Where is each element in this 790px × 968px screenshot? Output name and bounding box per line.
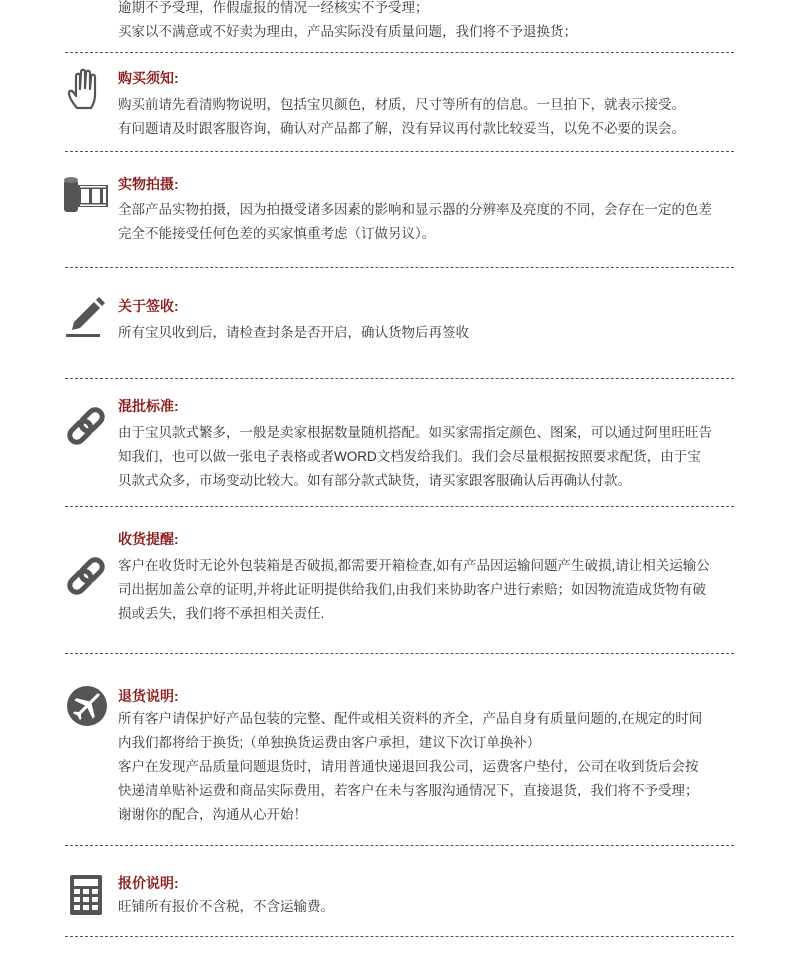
separator bbox=[65, 151, 734, 152]
section-line: 贝款式众多，市场变动比较大。如有部分款式缺货，请买家跟客服确认后再确认付款。 bbox=[118, 473, 631, 488]
section-line: 客户在发现产品质量问题退货时，请用普通快递退回我公司，运费客户垫付，公司在收到货后会按 bbox=[118, 759, 699, 774]
section-line: 损或丢失，我们将不承担相关责任. bbox=[118, 606, 325, 621]
airplane-icon bbox=[63, 682, 111, 730]
section-title-purchase-notice: 购买须知: bbox=[118, 70, 179, 86]
section-title-mixed-batch: 混批标准: bbox=[118, 398, 179, 414]
section-title-real-photo: 实物拍摄: bbox=[118, 176, 179, 192]
section-line: 完全不能接受任何色差的买家慎重考虑（订做另议）。 bbox=[118, 226, 436, 241]
section-line: 内我们都将给于换货;（单独换货运费由客户承担，建议下次订单换补） bbox=[118, 735, 541, 750]
section-line: 有问题请及时跟客服咨询，确认对产品都了解，没有异议再付款比较妥当，以免不必要的误会。 bbox=[118, 121, 685, 136]
section-line: 所有宝贝收到后，请检查封条是否开启，确认货物后再签收 bbox=[118, 325, 469, 340]
calculator-icon bbox=[62, 872, 110, 920]
section-line: 知我们，也可以做一张电子表格或者WORD文档发给我们。我们会尽量根据按照要求配货，由于宝 bbox=[118, 449, 701, 464]
pencil-icon bbox=[62, 294, 110, 342]
section-line: 司出据加盖公章的证明,并将此证明提供给我们,由我们来协助客户进行索赔；如因物流造成货物有破 bbox=[118, 582, 707, 597]
section-line: 所有客户请保护好产品包装的完整、配件或相关资料的齐全，产品自身有质量问题的,在规定的时间 bbox=[118, 711, 703, 726]
top-text-line-1: 逾期不予受理，作假虚报的情况一经核实不予受理； bbox=[118, 0, 429, 15]
section-line: 旺铺所有报价不含税，不含运输费。 bbox=[118, 899, 334, 914]
top-text-line-2: 买家以不满意或不好卖为理由，产品实际没有质量问题，我们将不予退换货； bbox=[118, 24, 577, 39]
section-line: 谢谢你的配合，沟通从心开始！ bbox=[118, 807, 307, 822]
separator bbox=[65, 378, 734, 379]
section-line: 客户在收货时无论外包装箱是否破损,都需要开箱检查,如有产品因运输问题产生破损,请让相关运输公 bbox=[118, 558, 710, 573]
chain-link-icon bbox=[62, 552, 110, 600]
section-line: 由于宝贝款式繁多，一般是卖家根据数量随机搭配。如买家需指定颜色、图案，可以通过阿里旺旺告 bbox=[118, 425, 712, 440]
separator bbox=[65, 653, 734, 654]
section-title-sign-for: 关于签收: bbox=[118, 298, 179, 314]
section-line: 购买前请先看清购物说明，包括宝贝颜色，材质，尺寸等所有的信息。一旦拍下，就表示接受。 bbox=[118, 97, 685, 112]
separator bbox=[65, 267, 734, 268]
separator bbox=[65, 936, 734, 937]
section-line: 快递清单贴补运费和商品实际费用，若客户在未与客服沟通情况下，直接退货，我们将不予受理； bbox=[118, 783, 699, 798]
separator bbox=[65, 845, 734, 846]
section-title-return-policy: 退货说明: bbox=[118, 688, 179, 704]
section-line: 全部产品实物拍摄，因为拍摄受诸多因素的影响和显示器的分辨率及亮度的不同，会存在一定的色差 bbox=[118, 202, 712, 217]
film-roll-icon bbox=[62, 172, 110, 220]
section-title-quote-info: 报价说明: bbox=[118, 875, 179, 891]
separator bbox=[65, 506, 734, 507]
chain-link-icon bbox=[62, 402, 110, 450]
hand-icon bbox=[62, 66, 110, 114]
separator bbox=[65, 52, 734, 53]
section-title-receipt-reminder: 收货提醒: bbox=[118, 531, 179, 547]
